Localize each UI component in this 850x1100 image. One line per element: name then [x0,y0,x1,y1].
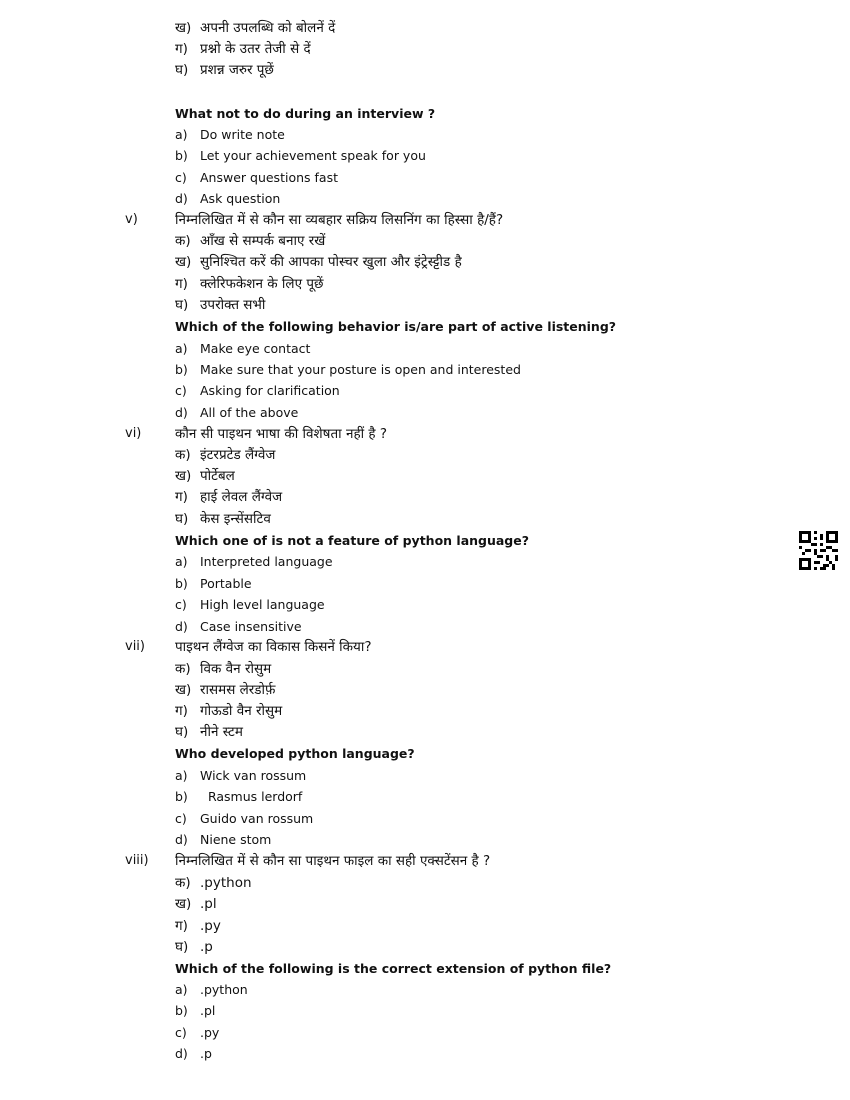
option-en: b) Make sure that your posture is open and interested [175,362,521,377]
question-number: vii) [125,639,145,654]
option-hi: ग) हाई लेवल लैंग्वेज [175,489,283,505]
option-hi: क) इंटरप्रटेड लैंग्वेज [175,447,276,463]
option-en: c) Guido van rossum [175,811,314,826]
option-en: b) Let your achievement speak for you [175,148,426,163]
question-number: vi) [125,426,142,441]
option-hi: ग) प्रश्नो के उतर तेजी से दें [175,41,311,57]
option-en: c) High level language [175,597,325,612]
question-number: viii) [125,853,149,868]
qr-code-icon [799,531,838,570]
option-hi: ख) सुनिश्चित करें की आपका पोस्चर खुला और इंट्रेस्ट्टीड है [175,254,462,270]
option-hi: ग) .py [175,918,221,934]
option-en: a) Make eye contact [175,341,311,356]
option-en: c) Asking for clarification [175,383,340,398]
option-hi: क) .python [175,875,252,891]
option-en: b) .pl [175,1003,216,1018]
option-en: b) Rasmus lerdorf [175,789,303,804]
question-en: Which of the following behavior is/are part of active listening? [175,319,617,334]
option-hi: क) आँख से सम्पर्क बनाए रखें [175,233,326,249]
option-hi: ख) रासमस लेरडोर्फ़ [175,682,276,698]
option-hi: घ) उपरोक्त सभी [175,297,266,313]
option-en: d) All of the above [175,405,299,420]
question-hi: निम्नलिखित में से कौन सा व्यबहार सक्रिय लिसनिंग का हिस्सा है/हैं? [175,212,504,228]
option-en: d) Niene stom [175,832,272,847]
option-hi: क) विक वैन रोसुम [175,661,272,677]
option-en: d) Ask question [175,191,281,206]
question-en: Who developed python language? [175,746,415,761]
option-en: a) Do write note [175,127,285,142]
option-hi: ख) पोर्टेबल [175,468,235,484]
option-en: d) .p [175,1046,212,1061]
question-hi: पाइथन लैंग्वेज का विकास किसनें किया? [175,639,372,655]
option-en: c) Answer questions fast [175,170,338,185]
question-hi: कौन सी पाइथन भाषा की विशेषता नहीं है ? [175,426,388,442]
question-en: Which one of is not a feature of python language? [175,533,529,548]
option-hi: ग) क्लेरिफकेशन के लिए पूछें [175,276,324,292]
option-en: d) Case insensitive [175,619,302,634]
option-hi: घ) .p [175,939,213,955]
question-en: Which of the following is the correct extension of python file? [175,961,612,976]
option-hi: ख) .pl [175,896,217,912]
option-hi: ग) गोऊडो वैन रोसुम [175,703,283,719]
option-hi: घ) केस इन्सेंसटिव [175,511,271,527]
option-en: c) .py [175,1025,220,1040]
option-hi: घ) प्रशन्न जरुर पूछें [175,62,274,78]
question-hi: निम्नलिखित में से कौन सा पाइथन फाइल का सही एक्सटेंसन है ? [175,853,491,869]
option-en: a) .python [175,982,248,997]
option-en: a) Wick van rossum [175,768,307,783]
option-en: b) Portable [175,576,252,591]
option-hi: घ) नीने स्टम [175,724,243,740]
option-en: a) Interpreted language [175,554,333,569]
option-hi: ख) अपनी उपलब्धि को बोलनें दें [175,20,336,36]
question-number: v) [125,212,138,227]
question-en: What not to do during an interview ? [175,106,436,121]
